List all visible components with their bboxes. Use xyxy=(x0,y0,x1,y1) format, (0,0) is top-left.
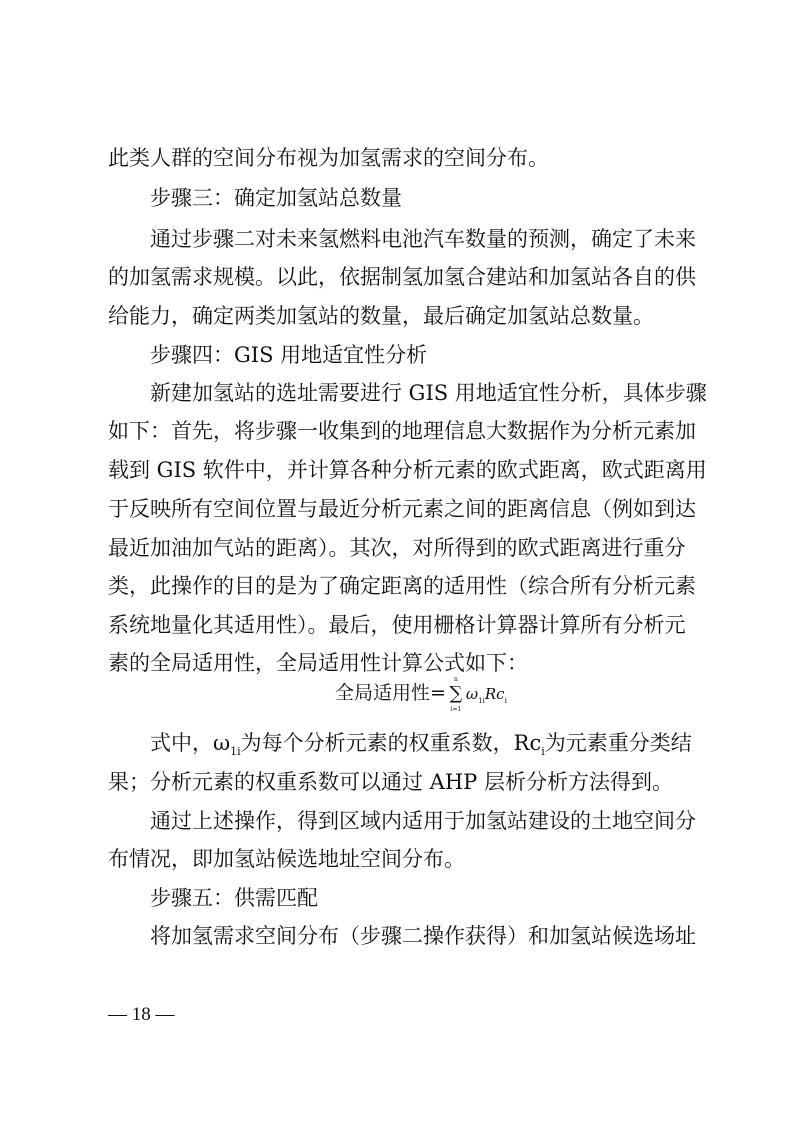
summation-symbol: n ∑ i=1 xyxy=(446,681,466,707)
section-heading: 步骤三：确定加氢站总数量 xyxy=(150,186,402,210)
section-heading: 步骤五：供需匹配 xyxy=(150,886,318,910)
text-line: 此类人群的空间分布视为加氢需求的空间分布。 xyxy=(108,146,549,170)
text-line: 类，此操作的目的是为了确定距离的适用性（综合所有分析元素 xyxy=(108,574,696,598)
sum-upper-limit: n xyxy=(453,676,458,683)
text-line: 通过上述操作，得到区域内适用于加氢站建设的土地空间分 xyxy=(150,809,696,833)
text-line: 素的全局适用性，全局适用性计算公式如下： xyxy=(108,651,528,675)
text-line: 将加氢需求空间分布（步骤二操作获得）和加氢站候选场址 xyxy=(150,924,696,948)
reclass-symbol: $Rc_i$ xyxy=(484,685,507,705)
text-line: 如下：首先，将步骤一收集到的地理信息大数据作为分析元素加 xyxy=(108,419,696,443)
text-line: 式中，$\omega_{1i}$为每个分析元素的权重系数，$Rc_i$为元素重分类结 xyxy=(150,731,692,759)
text-line: 最近加油加气站的距离）。其次，对所得到的欧式距离进行重分 xyxy=(108,536,686,560)
text-line: 载到 GIS 软件中，并计算各种分析元素的欧式距离，欧式距离用 xyxy=(108,458,707,482)
section-heading: 步骤四：GIS 用地适宜性分析 xyxy=(150,343,428,367)
text-line: 给能力，确定两类加氢站的数量，最后确定加氢站总数量。 xyxy=(108,304,654,328)
sum-lower-limit: i=1 xyxy=(450,706,462,713)
formula xyxy=(335,676,507,714)
weight-symbol: $\omega_{1i}$ xyxy=(465,685,485,705)
text-line: 果；分析元素的权重系数可以通过 AHP 层析分析方法得到。 xyxy=(108,770,673,794)
text-line: 新建加氢站的选址需要进行 GIS 用地适宜性分析，具体步骤 xyxy=(150,381,707,405)
text-line: 系统地量化其适用性）。最后，使用栅格计算器计算所有分析元 xyxy=(108,613,686,637)
text-line: 通过步骤二对未来氢燃料电池汽车数量的预测，确定了未来 xyxy=(150,227,696,251)
page-number: — 18 — xyxy=(108,1004,175,1025)
text-line: 的加氢需求规模。以此，依据制氢加氢合建站和加氢站各自的供 xyxy=(108,265,696,289)
text-line: 布情况，即加氢站候选地址空间分布。 xyxy=(108,847,465,871)
formula-lhs: 全局适用性= xyxy=(335,682,446,704)
text-line: 于反映所有空间位置与最近分析元素之间的距离信息（例如到达 xyxy=(108,497,696,521)
